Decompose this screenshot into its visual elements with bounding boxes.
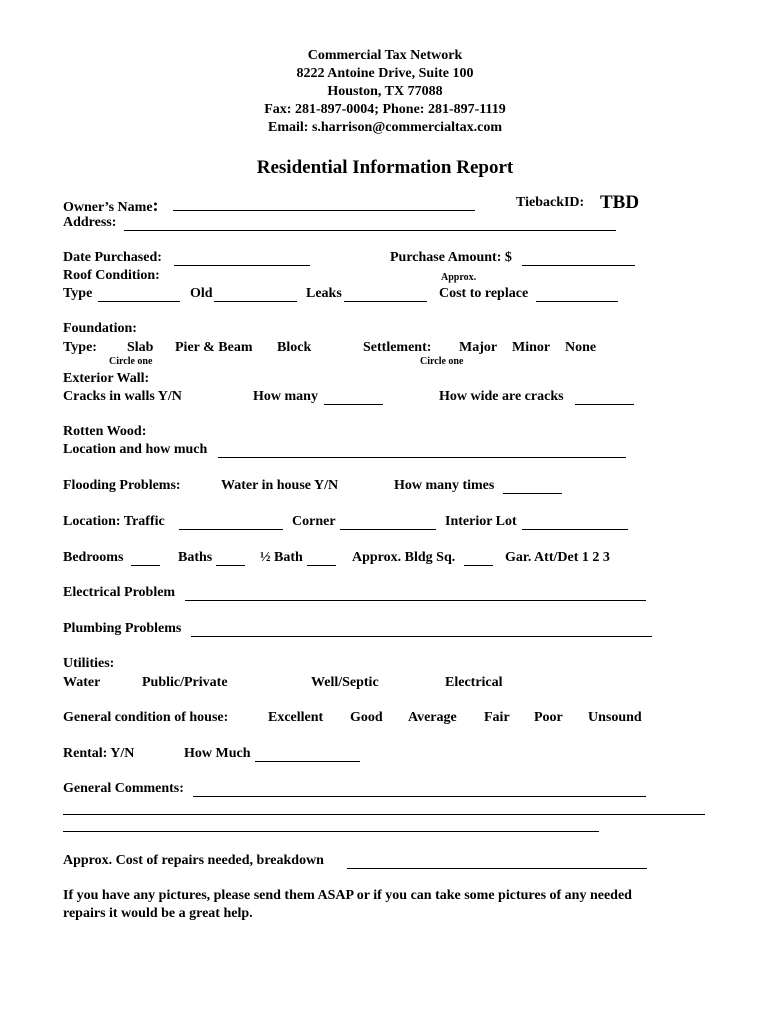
baths-label: Baths — [178, 550, 213, 565]
utilities-label: Utilities: — [63, 656, 115, 671]
purchase-amount-field[interactable] — [522, 265, 635, 266]
cracks-how-wide-label: How wide are cracks — [439, 389, 564, 404]
cracks-how-many-label: How many — [253, 389, 318, 404]
company-contact: Fax: 281-897-0004; Phone: 281-897-1119 — [264, 102, 506, 117]
foundation-circle-one-note: Circle one — [109, 356, 153, 367]
roof-cost-field[interactable] — [536, 301, 618, 302]
cracks-in-walls-label: Cracks in walls Y/N — [63, 389, 182, 404]
owner-name-field[interactable] — [173, 210, 475, 211]
bedrooms-label: Bedrooms — [63, 550, 124, 565]
roof-cost-label: Cost to replace — [439, 286, 529, 301]
foundation-option-block[interactable]: Block — [277, 340, 312, 355]
cracks-how-wide-field[interactable] — [575, 404, 634, 405]
condition-option-poor[interactable]: Poor — [534, 710, 563, 725]
plumbing-problems-field[interactable] — [191, 636, 652, 637]
settlement-circle-one-note: Circle one — [420, 356, 464, 367]
tieback-label: TiebackID: — [516, 195, 585, 210]
garage-label: Gar. Att/Det 1 2 3 — [505, 550, 610, 565]
date-purchased-label: Date Purchased: — [63, 250, 162, 265]
location-interior-field[interactable] — [522, 529, 628, 530]
general-comments-label: General Comments: — [63, 781, 184, 796]
foundation-type-label: Type: — [63, 340, 97, 355]
rental-label: Rental: Y/N — [63, 746, 135, 761]
bldg-sq-label: Approx. Bldg Sq. — [352, 550, 456, 565]
half-bath-label: ½ Bath — [260, 550, 303, 565]
comments-field-line-3[interactable] — [63, 831, 599, 832]
address-field[interactable] — [124, 230, 616, 231]
location-corner-field[interactable] — [340, 529, 436, 530]
condition-option-unsound[interactable]: Unsound — [588, 710, 642, 725]
roof-old-label: Old — [190, 286, 213, 301]
foundation-option-slab[interactable]: Slab — [127, 340, 154, 355]
general-condition-label: General condition of house: — [63, 710, 229, 725]
page-title: Residential Information Report — [256, 157, 514, 178]
cracks-how-many-field[interactable] — [324, 404, 383, 405]
roof-leaks-label: Leaks — [306, 286, 342, 301]
roof-leaks-field[interactable] — [344, 301, 427, 302]
roof-type-label: Type — [63, 286, 93, 301]
half-bath-field[interactable] — [307, 565, 336, 566]
flooding-times-label: How many times — [394, 478, 495, 493]
settlement-label: Settlement: — [363, 340, 432, 355]
owner-label: Owner’s Name: — [63, 195, 159, 215]
utility-well-septic[interactable]: Well/Septic — [311, 675, 379, 690]
foundation-label: Foundation: — [63, 321, 137, 336]
comments-field-line-1[interactable] — [193, 796, 646, 797]
baths-field[interactable] — [216, 565, 245, 566]
company-name: Commercial Tax Network — [307, 48, 463, 63]
location-interior-label: Interior Lot — [445, 514, 517, 529]
location-traffic-field[interactable] — [179, 529, 283, 530]
comments-field-line-2[interactable] — [63, 814, 705, 815]
address-label: Address: — [63, 215, 117, 230]
date-purchased-field[interactable] — [174, 265, 310, 266]
settlement-option-major[interactable]: Major — [459, 340, 498, 355]
utility-water: Water — [63, 675, 101, 690]
repairs-cost-label: Approx. Cost of repairs needed, breakdown — [63, 853, 324, 868]
water-in-house-label: Water in house Y/N — [221, 478, 339, 493]
location-corner-label: Corner — [292, 514, 336, 529]
condition-option-fair[interactable]: Fair — [484, 710, 510, 725]
rotten-wood-label: Rotten Wood: — [63, 424, 147, 439]
electrical-problem-field[interactable] — [185, 600, 646, 601]
condition-option-average[interactable]: Average — [408, 710, 457, 725]
rental-how-much-label: How Much — [184, 746, 251, 761]
roof-approx-note: Approx. — [441, 272, 477, 283]
flooding-times-field[interactable] — [503, 493, 562, 494]
utility-public-private[interactable]: Public/Private — [142, 675, 228, 690]
footer-note-line-2: repairs it would be a great help. — [63, 906, 253, 921]
repairs-cost-field[interactable] — [347, 868, 647, 869]
exterior-wall-label: Exterior Wall: — [63, 371, 150, 386]
plumbing-problems-label: Plumbing Problems — [63, 621, 182, 636]
company-street: 8222 Antoine Drive, Suite 100 — [296, 66, 474, 81]
tieback-value: TBD — [600, 192, 640, 213]
foundation-option-pier-beam[interactable]: Pier & Beam — [175, 340, 253, 355]
utility-electrical: Electrical — [445, 675, 503, 690]
roof-old-field[interactable] — [214, 301, 297, 302]
roof-condition-label: Roof Condition: — [63, 268, 160, 283]
bedrooms-field[interactable] — [131, 565, 160, 566]
company-email: Email: s.harrison@commercialtax.com — [268, 120, 502, 135]
flooding-label: Flooding Problems: — [63, 478, 181, 493]
condition-option-good[interactable]: Good — [350, 710, 383, 725]
location-traffic-label: Location: Traffic — [63, 514, 165, 529]
rotten-location-field[interactable] — [218, 457, 626, 458]
rental-how-much-field[interactable] — [255, 761, 360, 762]
company-city: Houston, TX 77088 — [327, 84, 443, 99]
purchase-amount-label: Purchase Amount: $ — [390, 250, 512, 265]
roof-type-field[interactable] — [98, 301, 180, 302]
footer-note-line-1: If you have any pictures, please send them ASAP or if you can take some pictures of any needed — [63, 888, 632, 903]
settlement-option-minor[interactable]: Minor — [512, 340, 551, 355]
settlement-option-none[interactable]: None — [565, 340, 597, 355]
bldg-sq-field[interactable] — [464, 565, 493, 566]
rotten-location-label: Location and how much — [63, 442, 208, 457]
electrical-problem-label: Electrical Problem — [63, 585, 176, 600]
condition-option-excellent[interactable]: Excellent — [268, 710, 324, 725]
